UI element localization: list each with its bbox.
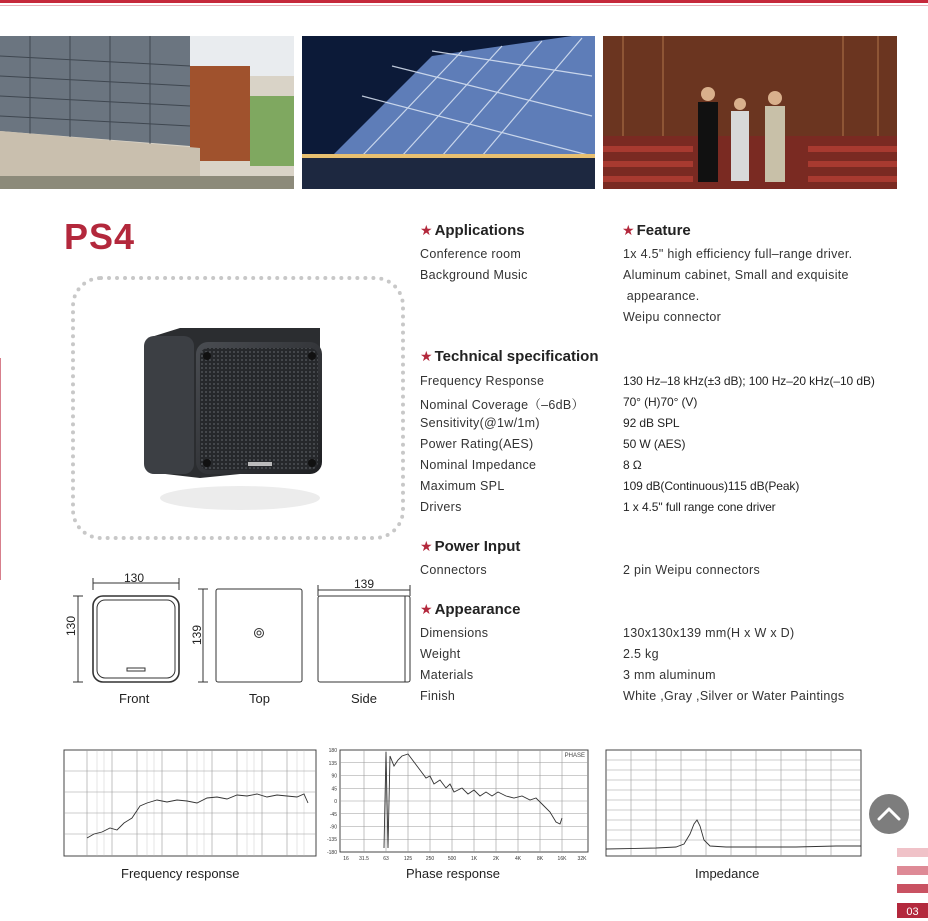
impedance-chart <box>596 748 864 860</box>
front-view-label: Front <box>119 691 150 706</box>
phase-x-tick: 500 <box>447 856 457 862</box>
frequency-response-chart <box>52 748 318 860</box>
phase-y-tick: 45 <box>331 786 337 793</box>
top-rule-thin <box>0 5 928 6</box>
phase-y-tick: -90 <box>329 824 337 831</box>
product-title: PS4 <box>64 216 136 257</box>
phase-x-tick: 125 <box>403 856 413 862</box>
chevron-up-icon <box>869 794 909 834</box>
spec-label: Frequency Response <box>420 374 545 388</box>
phase-x-tick: 1K <box>470 856 478 862</box>
spec-value: 1 x 4.5" full range cone driver <box>623 500 776 514</box>
applications-heading: ★ Applications <box>420 222 525 239</box>
left-accent-line <box>0 358 1 580</box>
spec-label: Materials <box>420 668 474 682</box>
photo-building <box>0 36 294 189</box>
phase-x-tick: 8K <box>536 856 544 862</box>
spec-label: Sensitivity(@1w/1m) <box>420 416 540 430</box>
spec-value: 8 Ω <box>623 458 642 472</box>
phase-y-tick: -180 <box>326 850 337 856</box>
dimension-drawings <box>60 574 420 710</box>
feature-item: Weipu connector <box>623 310 722 324</box>
spec-label: Finish <box>420 689 456 703</box>
spec-label: Nominal Coverage（–6dB） <box>420 398 585 412</box>
spec-value: 2 pin Weipu connectors <box>623 563 761 577</box>
spec-label: Maximum SPL <box>420 479 505 493</box>
corner-stripe <box>897 884 928 893</box>
phase-y-tick: 90 <box>331 773 337 780</box>
phase-x-tick: 31.5 <box>359 856 369 862</box>
side-width-label: 139 <box>354 577 375 591</box>
appearance-heading: ★ Appearance <box>420 601 521 618</box>
spec-label: Power Rating(AES) <box>420 437 534 451</box>
phase-y-tick: -135 <box>326 837 337 843</box>
spec-label: Weight <box>420 647 461 661</box>
corner-stripe <box>897 866 928 875</box>
spec-label: Nominal Impedance <box>420 458 537 472</box>
spec-value: 109 dB(Continuous)115 dB(Peak) <box>623 479 800 493</box>
phase-x-tick: 63 <box>383 856 389 862</box>
phase-response-chart <box>322 748 592 864</box>
application-item: Background Music <box>420 268 528 282</box>
feature-item: appearance. <box>623 289 700 303</box>
phase-x-tick: 250 <box>425 856 435 862</box>
spec-value: 92 dB SPL <box>623 416 680 430</box>
phase-y-tick: -45 <box>329 812 337 818</box>
feature-item: 1x 4.5" high efficiency full–range driver. <box>623 247 853 261</box>
front-height-label: 130 <box>64 615 78 636</box>
speaker-image <box>140 326 330 526</box>
phase-tag: PHASE <box>564 753 585 759</box>
photo-concert-hall <box>603 36 897 189</box>
phase-y-tick: 135 <box>328 761 337 767</box>
feature-heading: ★ Feature <box>622 222 691 239</box>
impedance-caption: Impedance <box>695 866 760 881</box>
spec-label: Drivers <box>420 500 462 514</box>
phase-y-tick: 180 <box>328 748 337 754</box>
top-rule <box>0 0 928 3</box>
application-item: Conference room <box>420 247 522 261</box>
top-height-label: 139 <box>190 624 204 645</box>
power-heading: ★ Power Input <box>420 538 521 555</box>
phase-x-tick: 2K <box>492 856 500 862</box>
front-width-label: 130 <box>124 571 145 585</box>
phase-x-tick: 32K <box>577 856 587 862</box>
phase-y-tick: 0 <box>334 799 337 805</box>
spec-value: 3 mm aluminum <box>623 668 716 682</box>
spec-value: 2.5 kg <box>623 647 659 661</box>
spec-value: 130x130x139 mm(H x W x D) <box>623 626 795 640</box>
phase-x-tick: 16 <box>343 856 349 862</box>
photo-opera-house <box>302 36 595 189</box>
side-view-label: Side <box>351 691 378 706</box>
corner-stripe <box>897 848 928 857</box>
feature-item: Aluminum cabinet, Small and exquisite <box>623 268 849 282</box>
top-view-label: Top <box>249 691 270 706</box>
spec-label: Dimensions <box>420 626 489 640</box>
phase-x-tick: 4K <box>514 856 522 862</box>
spec-value: 50 W (AES) <box>623 437 686 451</box>
spec-value: 70° (H)70° (V) <box>623 395 698 409</box>
phase-response-caption: Phase response <box>406 866 500 881</box>
spec-label: Connectors <box>420 563 487 577</box>
technical-heading: ★ Technical specification <box>420 348 599 365</box>
frequency-response-caption: Frequency response <box>121 866 240 881</box>
page-number: 03 <box>897 903 928 918</box>
spec-value: 130 Hz–18 kHz(±3 dB); 100 Hz–20 kHz(–10 dB) <box>623 374 875 388</box>
spec-value: White ,Gray ,Silver or Water Paintings <box>623 689 845 703</box>
phase-x-tick: 16K <box>557 856 567 862</box>
back-to-top-button[interactable] <box>869 794 909 834</box>
